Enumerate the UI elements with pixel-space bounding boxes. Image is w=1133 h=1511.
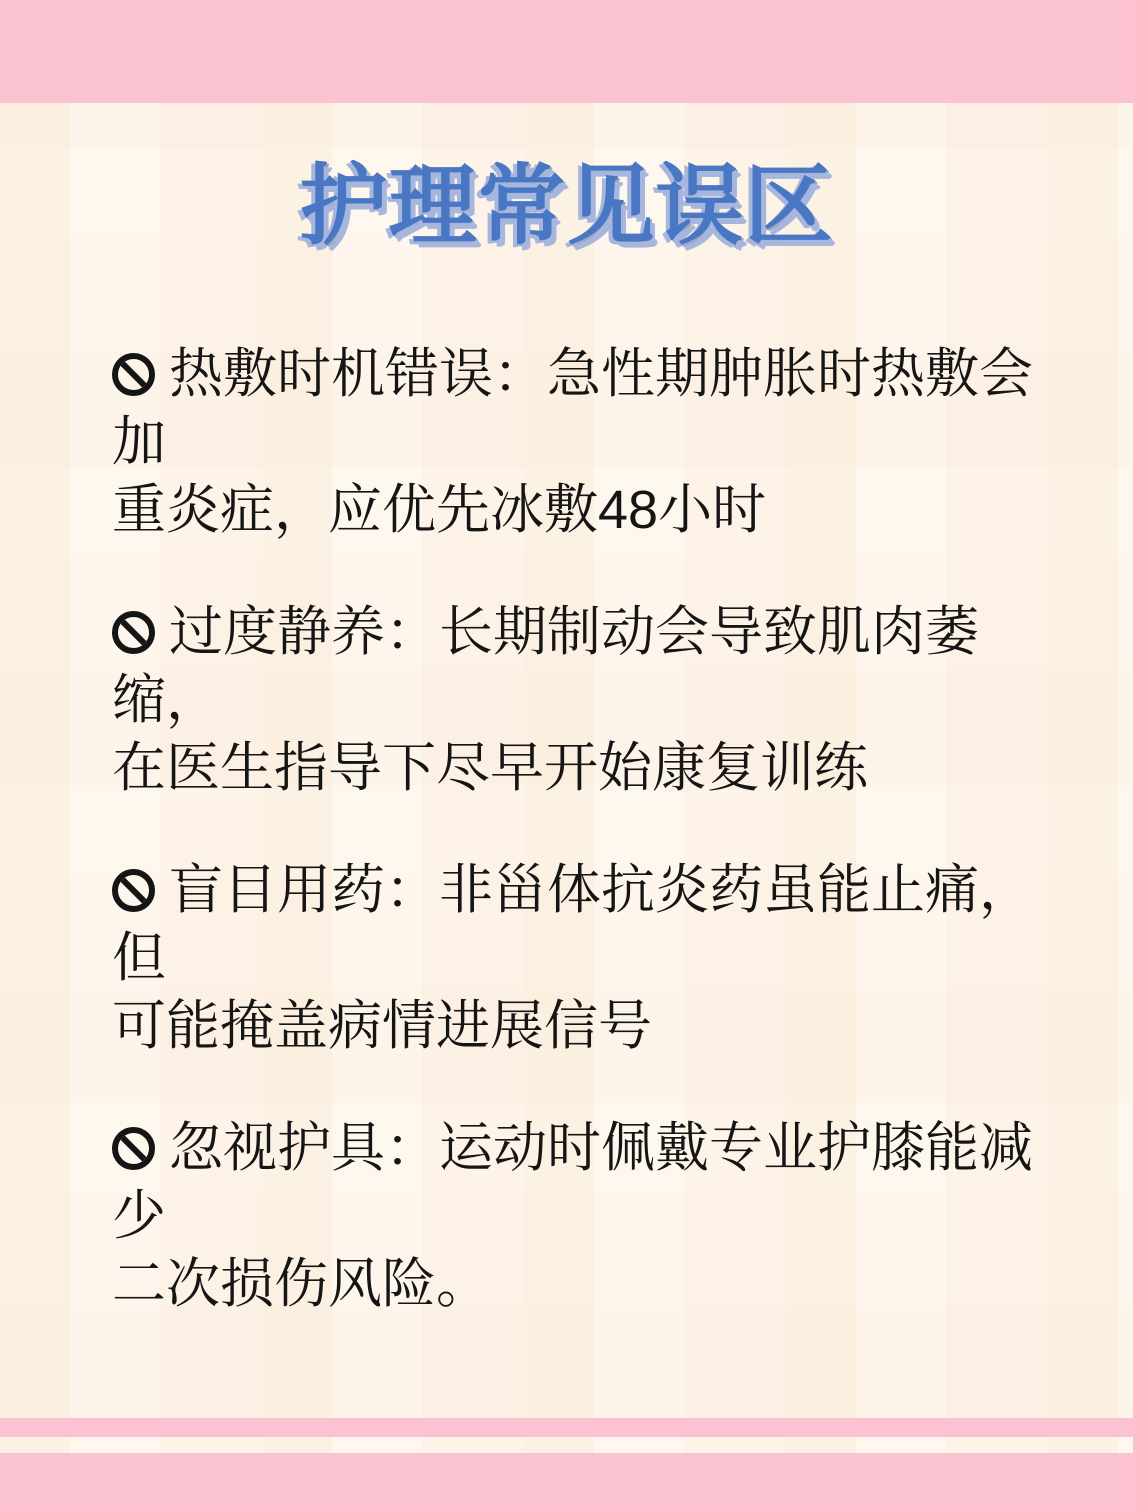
list-item-blind-medication [112, 856, 1075, 1060]
bullet-line-2: 重炎症，应优先冰敷48小时 [112, 480, 767, 541]
bullet-line-2: 可能掩盖病情进展信号 [112, 996, 652, 1057]
list-item-over-rest [112, 598, 1075, 802]
bottom-thin-pink-band [0, 1418, 1133, 1437]
bullet-line-1: 过度静养：长期制动会导致肌肉萎缩， [112, 602, 979, 731]
bullet-line-2: 在医生指导下尽早开始康复训练 [112, 738, 868, 799]
bottom-cream-gap [0, 1437, 1133, 1453]
bullet-line-1: 忽视护具：运动时佩戴专业护膝能减少 [112, 1118, 1033, 1247]
bullet-line-2: 二次损伤风险。 [112, 1254, 490, 1315]
bullet-line-1: 热敷时机错误：急性期肿胀时热敷会加 [112, 344, 1033, 473]
no-entry-icon [112, 353, 155, 396]
bullet-line-1: 盲目用药：非甾体抗炎药虽能止痛，但 [112, 860, 1033, 989]
no-entry-icon [112, 611, 155, 654]
misconception-list [0, 340, 1133, 1318]
page-title: 护理常见误区 [299, 156, 834, 255]
top-pink-band [0, 0, 1133, 103]
content-area [0, 103, 1133, 1418]
no-entry-icon [112, 1127, 155, 1170]
list-item-ignore-braces [112, 1114, 1075, 1318]
no-entry-icon [112, 869, 155, 912]
list-item-hot-compress [112, 340, 1075, 544]
bottom-pink-band [0, 1453, 1133, 1511]
